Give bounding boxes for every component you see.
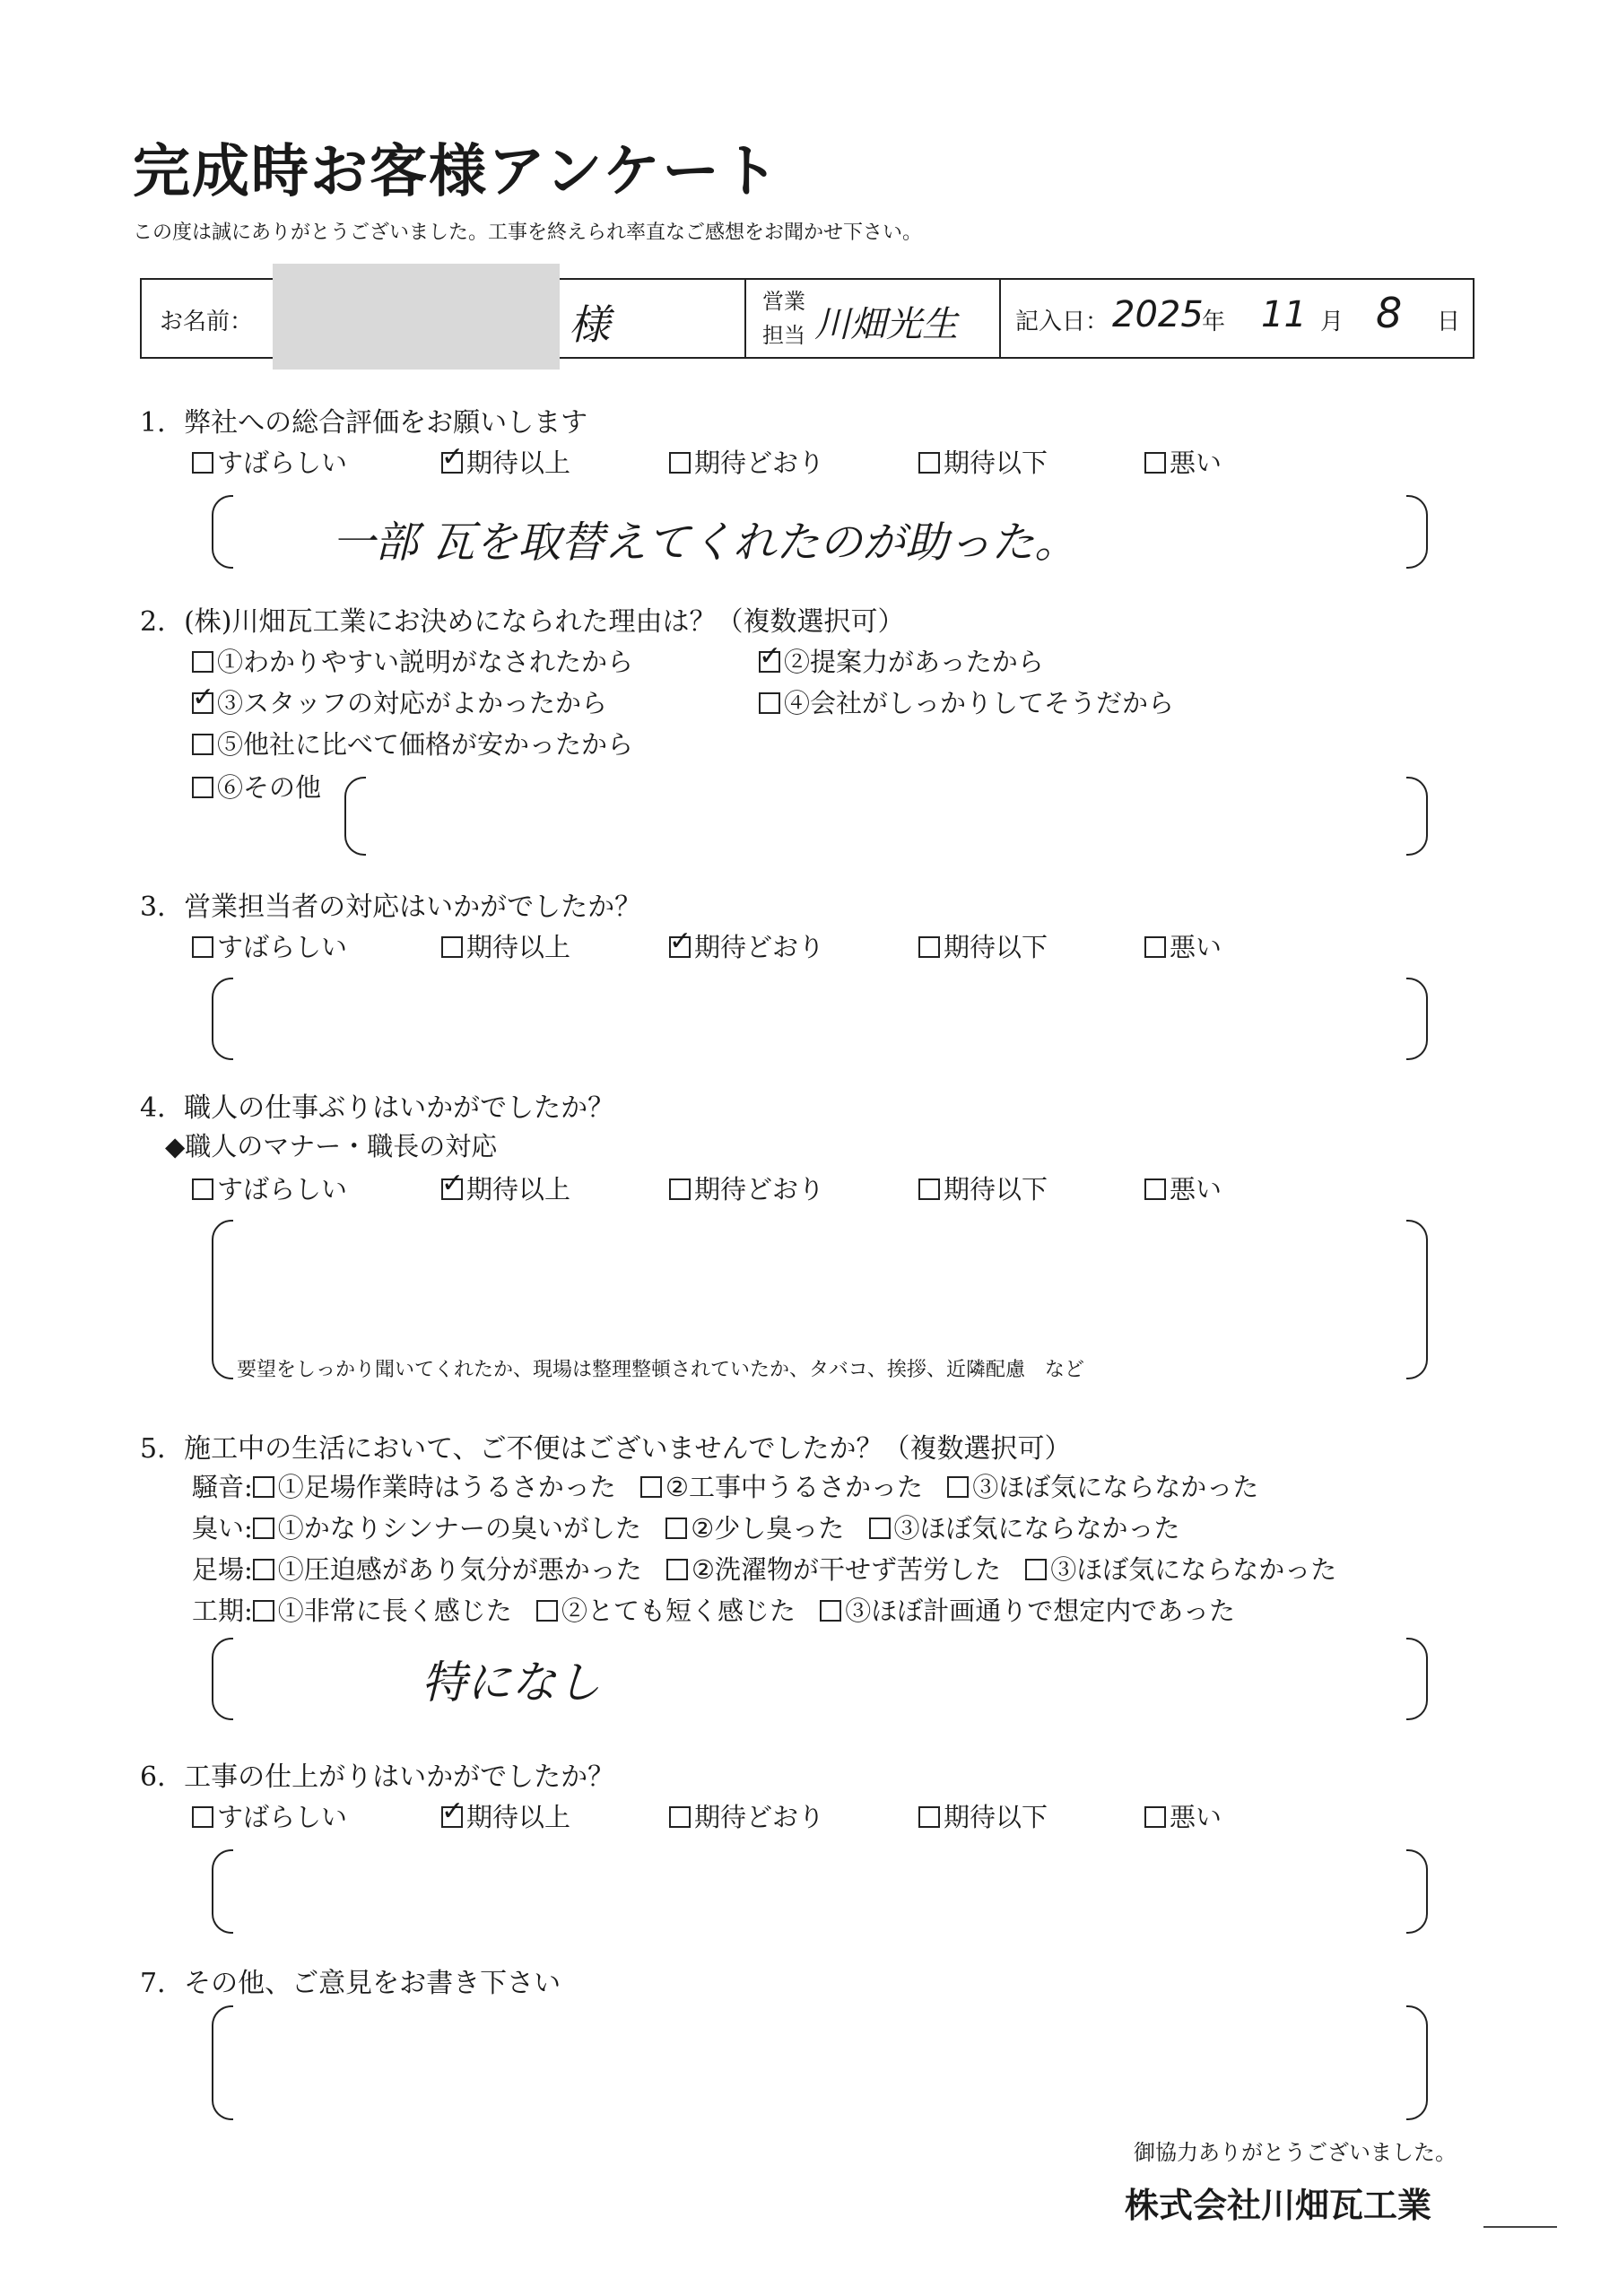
checkbox[interactable]: [1144, 1806, 1166, 1828]
q6-option-1[interactable]: すばらしい: [192, 1797, 347, 1834]
checkbox-checked[interactable]: [759, 651, 780, 673]
checkbox[interactable]: [640, 1476, 662, 1498]
checkbox[interactable]: [192, 1178, 213, 1200]
q4-option-5[interactable]: 悪い: [1144, 1170, 1222, 1206]
company-name: 株式会社川畑瓦工業: [1125, 2185, 1432, 2225]
q6-option-5[interactable]: 悪い: [1144, 1797, 1222, 1834]
checkbox[interactable]: [192, 936, 213, 958]
checkbox[interactable]: [759, 692, 780, 714]
q2-option-3[interactable]: ✓③スタッフの対応がよかったから: [192, 683, 607, 720]
q7-comment-bracket: [212, 2005, 1618, 2120]
q4-option-1[interactable]: すばらしい: [192, 1170, 347, 1206]
date-year-unit: 年: [1202, 309, 1226, 335]
q1-comment: 一部 瓦を取替えてくれたのが助った。: [332, 517, 1078, 568]
page-title: 完成時お客様アンケート: [133, 138, 781, 205]
q3-option-2[interactable]: 期待以上: [441, 927, 570, 964]
customer-info-box: [140, 278, 1474, 359]
intro-text: この度は誠にありがとうございました。工事を終えられ率直なご感想をお聞かせ下さい。: [133, 222, 923, 244]
checkbox[interactable]: [1144, 452, 1166, 474]
q1-option-1[interactable]: すばらしい: [192, 443, 347, 480]
q1-option-2[interactable]: ✓ 期待以上: [441, 443, 570, 480]
checkbox[interactable]: [669, 1806, 691, 1828]
q4-option-2[interactable]: ✓ 期待以上: [441, 1170, 570, 1206]
q2-option-6[interactable]: ⑥その他: [192, 768, 321, 804]
date-month: 11: [1261, 294, 1307, 335]
name-redacted: [273, 264, 560, 370]
question-7: 7．その他、ご意見をお書き下さい: [140, 1968, 561, 1999]
q5-row-scaffold: 足場: ①圧迫感があり気分が悪かった ②洗濯物が干せず苦労した ③ほぼ気にならなかった: [192, 1554, 1337, 1585]
q3-option-4[interactable]: 期待以下: [918, 927, 1048, 964]
date-year: 2025: [1112, 294, 1204, 335]
q3-option-3[interactable]: ✓ 期待どおり: [669, 927, 824, 964]
checkbox[interactable]: [192, 777, 213, 798]
sales-label-top: 営業: [762, 289, 805, 314]
date-day-unit: 日: [1437, 309, 1461, 335]
checkbox[interactable]: [665, 1518, 687, 1539]
checkbox[interactable]: [253, 1559, 274, 1580]
checkbox-checked[interactable]: [669, 936, 691, 958]
checkbox[interactable]: [918, 1178, 940, 1200]
q2-other-bracket: [344, 777, 1618, 856]
q3-option-1[interactable]: すばらしい: [192, 927, 347, 964]
checkbox[interactable]: [820, 1600, 841, 1622]
checkbox-checked[interactable]: [441, 452, 463, 474]
q4-option-4[interactable]: 期待以下: [918, 1170, 1048, 1206]
q1-option-4[interactable]: 期待以下: [918, 443, 1048, 480]
q4-option-3[interactable]: 期待どおり: [669, 1170, 824, 1206]
question-4: 4．職人の仕事ぶりはいかがでしたか？: [140, 1092, 615, 1124]
q2-option-2[interactable]: ✓ ②提案力があったから: [759, 642, 1044, 679]
q5-row-period: 工期: ①非常に長く感じた ②とても短く感じた ③ほぼ計画通りで想定内であった: [192, 1596, 1235, 1626]
date-label: 記入日：: [1015, 309, 1109, 335]
checkbox[interactable]: [192, 452, 213, 474]
question-1: 1．弊社への総合評価をお願いします: [140, 407, 588, 439]
checkbox[interactable]: [192, 651, 213, 673]
question-6: 6．工事の仕上がりはいかがでしたか？: [140, 1761, 615, 1793]
checkbox[interactable]: [918, 452, 940, 474]
q5-row-smell: 臭い: ①かなりシンナーの臭いがした ②少し臭った ③ほぼ気にならなかった: [192, 1513, 1180, 1544]
checkbox[interactable]: [666, 1559, 688, 1580]
checkbox[interactable]: [536, 1600, 558, 1622]
q6-option-3[interactable]: 期待どおり: [669, 1797, 824, 1834]
q6-comment-bracket: [212, 1849, 1618, 1934]
checkbox[interactable]: [253, 1518, 274, 1539]
q3-option-5[interactable]: 悪い: [1144, 927, 1222, 964]
checkbox[interactable]: [1144, 1178, 1166, 1200]
checkbox[interactable]: [253, 1476, 274, 1498]
sales-cell: [744, 280, 1001, 357]
q2-option-5[interactable]: ⑤他社に比べて価格が安かったから: [192, 725, 633, 761]
q1-option-3[interactable]: 期待どおり: [669, 443, 824, 480]
checkbox-checked[interactable]: [192, 692, 213, 714]
name-cell: [142, 280, 746, 357]
checkbox[interactable]: [869, 1518, 891, 1539]
q4-subheading: ◆職人のマナー・職長の対応: [165, 1131, 498, 1161]
q3-comment-bracket: [212, 978, 1618, 1060]
q6-option-4[interactable]: 期待以下: [918, 1797, 1048, 1834]
date-month-unit: 月: [1320, 309, 1344, 335]
checkbox[interactable]: [669, 1178, 691, 1200]
checkbox[interactable]: [1144, 936, 1166, 958]
sales-name: 川畑光生: [814, 304, 958, 345]
checkbox-checked[interactable]: [441, 1178, 463, 1200]
date-cell: [999, 280, 1473, 357]
thanks-text: 御協力ありがとうございました。: [1134, 2140, 1457, 2165]
checkbox[interactable]: [669, 452, 691, 474]
q5-row-noise: 騒音: ①足場作業時はうるさかった ②工事中うるさかった ③ほぼ気にならなかった: [192, 1472, 1259, 1502]
checkbox[interactable]: [918, 1806, 940, 1828]
sales-label-bottom: 担当: [762, 323, 805, 348]
q2-option-4[interactable]: ④会社がしっかりしてそうだから: [759, 683, 1174, 720]
checkbox[interactable]: [947, 1476, 969, 1498]
question-5: 5．施工中の生活において、ご不便はございませんでしたか？（複数選択可）: [140, 1433, 1072, 1465]
q1-option-5[interactable]: 悪い: [1144, 443, 1222, 480]
name-label: お名前：: [160, 309, 254, 335]
date-day: 8: [1376, 289, 1403, 337]
question-3: 3．営業担当者の対応はいかがでしたか？: [140, 891, 642, 923]
question-2: 2．(株)川畑瓦工業にお決めになられた理由は？（複数選択可）: [140, 606, 905, 638]
checkbox[interactable]: [192, 734, 213, 755]
sama-text: 様: [569, 300, 610, 349]
signature-line: [1483, 2226, 1557, 2228]
q4-note: 要望をしっかり聞いてくれたか、現場は整理整頓されていたか、タバコ、挨拶、近隣配慮 など: [237, 1359, 1084, 1381]
checkbox[interactable]: [1025, 1559, 1047, 1580]
checkbox[interactable]: [192, 1806, 213, 1828]
checkbox-checked[interactable]: [441, 1806, 463, 1828]
checkbox[interactable]: [441, 936, 463, 958]
q5-comment: 特になし: [422, 1657, 601, 1709]
checkbox[interactable]: [253, 1600, 274, 1622]
q2-option-1[interactable]: ①わかりやすい説明がなされたから: [192, 642, 633, 679]
checkbox[interactable]: [918, 936, 940, 958]
q6-option-2[interactable]: ✓ 期待以上: [441, 1797, 570, 1834]
